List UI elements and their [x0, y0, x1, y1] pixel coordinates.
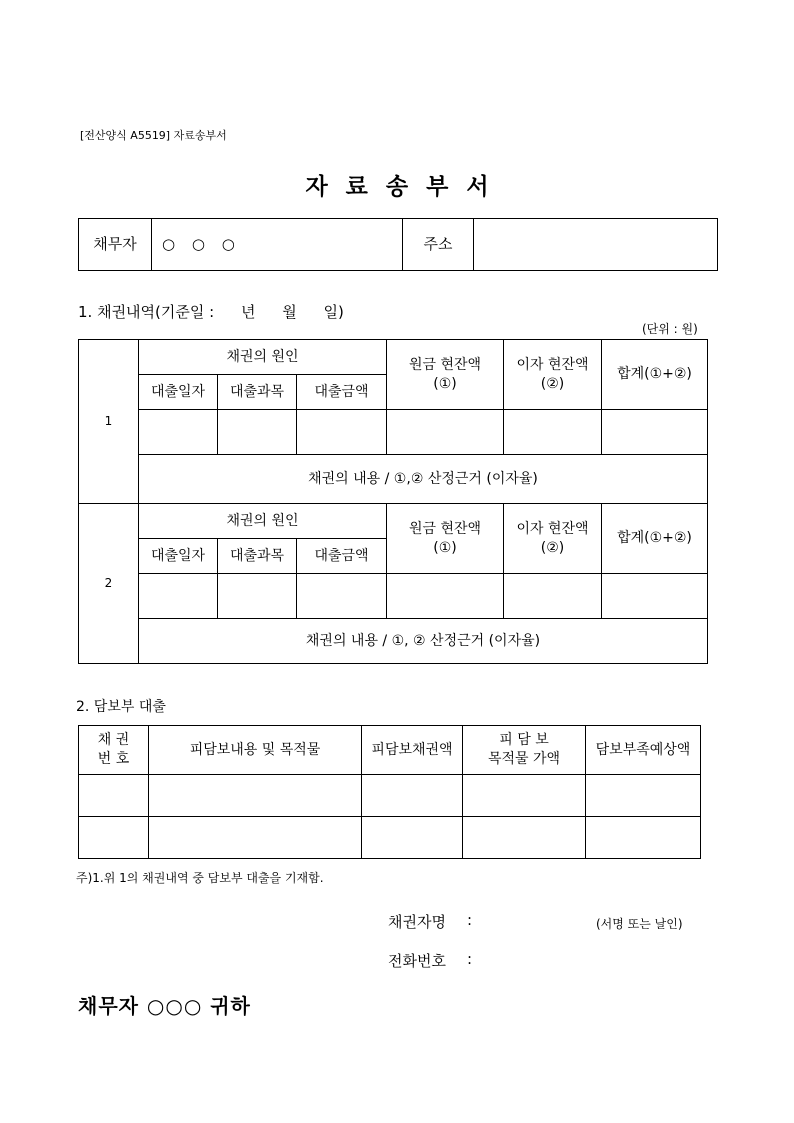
- principal-balance-cell[interactable]: [387, 410, 504, 455]
- claim-no-header: [79, 726, 149, 775]
- principal-balance-label: 원금 현잔액: [408, 356, 482, 373]
- loan-subject-cell[interactable]: [218, 574, 297, 619]
- claim-cause-header: 채권의 원인: [139, 504, 387, 539]
- collateral-cell[interactable]: [586, 775, 701, 817]
- collateral-table: [78, 725, 701, 859]
- loan-date-cell[interactable]: [139, 574, 218, 619]
- loan-date-header: 대출일자: [139, 539, 218, 574]
- creditor-name-label: 채권자명: [388, 913, 446, 931]
- total-header: 합계(①+②): [602, 504, 708, 574]
- claim-number: 1: [79, 340, 139, 504]
- section1-heading: [78, 301, 344, 322]
- principal-balance-label: 원금 현잔액: [408, 520, 482, 537]
- interest-balance-header: [504, 504, 602, 574]
- claim-cause-header: 채권의 원인: [139, 340, 387, 375]
- debtor-label: 채무자: [79, 219, 152, 271]
- debtor-field[interactable]: ○ ○ ○: [152, 219, 403, 271]
- collateral-cell[interactable]: [362, 775, 463, 817]
- collateral-cell[interactable]: [586, 817, 701, 859]
- creditor-name-colon: :: [467, 911, 473, 929]
- collateral-cell[interactable]: [79, 817, 149, 859]
- interest-mark: (②): [540, 539, 565, 556]
- total-cell[interactable]: [602, 574, 708, 619]
- party-table: [78, 218, 718, 271]
- loan-amount-cell[interactable]: [297, 410, 387, 455]
- principal-balance-header: [387, 340, 504, 410]
- claim-no-header-line1: 채 권: [97, 732, 130, 749]
- collateral-value-line1: 피 담 보: [499, 732, 549, 749]
- form-code: [전산양식 A5519] 자료송부서: [80, 129, 227, 142]
- interest-balance-label: 이자 현잔액: [516, 356, 589, 373]
- interest-balance-label: 이자 현잔액: [516, 520, 589, 537]
- claim-basis[interactable]: 채권의 내용 / ①, ② 산정근거 (이자율): [139, 619, 708, 664]
- collateral-cell[interactable]: [149, 775, 362, 817]
- collateral-cell[interactable]: [362, 817, 463, 859]
- loan-subject-cell[interactable]: [218, 410, 297, 455]
- day-label: 일): [323, 303, 344, 321]
- total-cell[interactable]: [602, 410, 708, 455]
- phone-label: 전화번호: [388, 952, 446, 970]
- address-field[interactable]: [474, 219, 718, 271]
- loan-amount-header: 대출금액: [297, 539, 387, 574]
- sign-hint: (서명 또는 날인): [596, 917, 683, 931]
- principal-balance-cell[interactable]: [387, 574, 504, 619]
- claim-no-header-line2: 번 호: [97, 751, 130, 767]
- collateral-cell[interactable]: [463, 817, 586, 859]
- collateral-header: 피담보내용 및 목적물: [149, 726, 362, 775]
- phone-colon: :: [467, 950, 473, 968]
- total-header: 합계(①+②): [602, 340, 708, 410]
- collateral-cell[interactable]: [463, 775, 586, 817]
- shortfall-header: 담보부족예상액: [586, 726, 701, 775]
- loan-date-cell[interactable]: [139, 410, 218, 455]
- unit-label: (단위 : 원): [642, 322, 698, 336]
- claim-number: 2: [79, 504, 139, 664]
- loan-subject-header: 대출과목: [218, 375, 297, 410]
- claims-table: [78, 339, 708, 664]
- principal-balance-header: [387, 504, 504, 574]
- section1-heading-text: 1. 채권내역(기준일 :: [78, 303, 215, 321]
- page-title: 자료송부서: [305, 173, 507, 200]
- claim-basis[interactable]: 채권의 내용 / ①,② 산정근거 (이자율): [139, 455, 708, 504]
- secured-claim-header: 피담보채권액: [362, 726, 463, 775]
- year-label: 년: [240, 303, 256, 321]
- collateral-cell[interactable]: [79, 775, 149, 817]
- principal-mark: (①): [433, 539, 457, 556]
- interest-mark: (②): [540, 375, 565, 392]
- collateral-value-line2: 목적물 가액: [487, 751, 561, 767]
- collateral-value-header: [463, 726, 586, 775]
- interest-balance-cell[interactable]: [504, 410, 602, 455]
- address-label: 주소: [403, 219, 474, 271]
- interest-balance-header: [504, 340, 602, 410]
- footnote: 주)1.위 1의 채권내역 중 담보부 대출을 기재함.: [76, 871, 324, 885]
- loan-amount-header: 대출금액: [297, 375, 387, 410]
- month-label: 월: [282, 303, 297, 321]
- section2-heading: 2. 담보부 대출: [76, 699, 166, 715]
- loan-subject-header: 대출과목: [218, 539, 297, 574]
- loan-amount-cell[interactable]: [297, 574, 387, 619]
- principal-mark: (①): [433, 375, 457, 392]
- loan-date-header: 대출일자: [139, 375, 218, 410]
- interest-balance-cell[interactable]: [504, 574, 602, 619]
- collateral-cell[interactable]: [149, 817, 362, 859]
- addressee: 채무자 ○○○ 귀하: [78, 994, 251, 1018]
